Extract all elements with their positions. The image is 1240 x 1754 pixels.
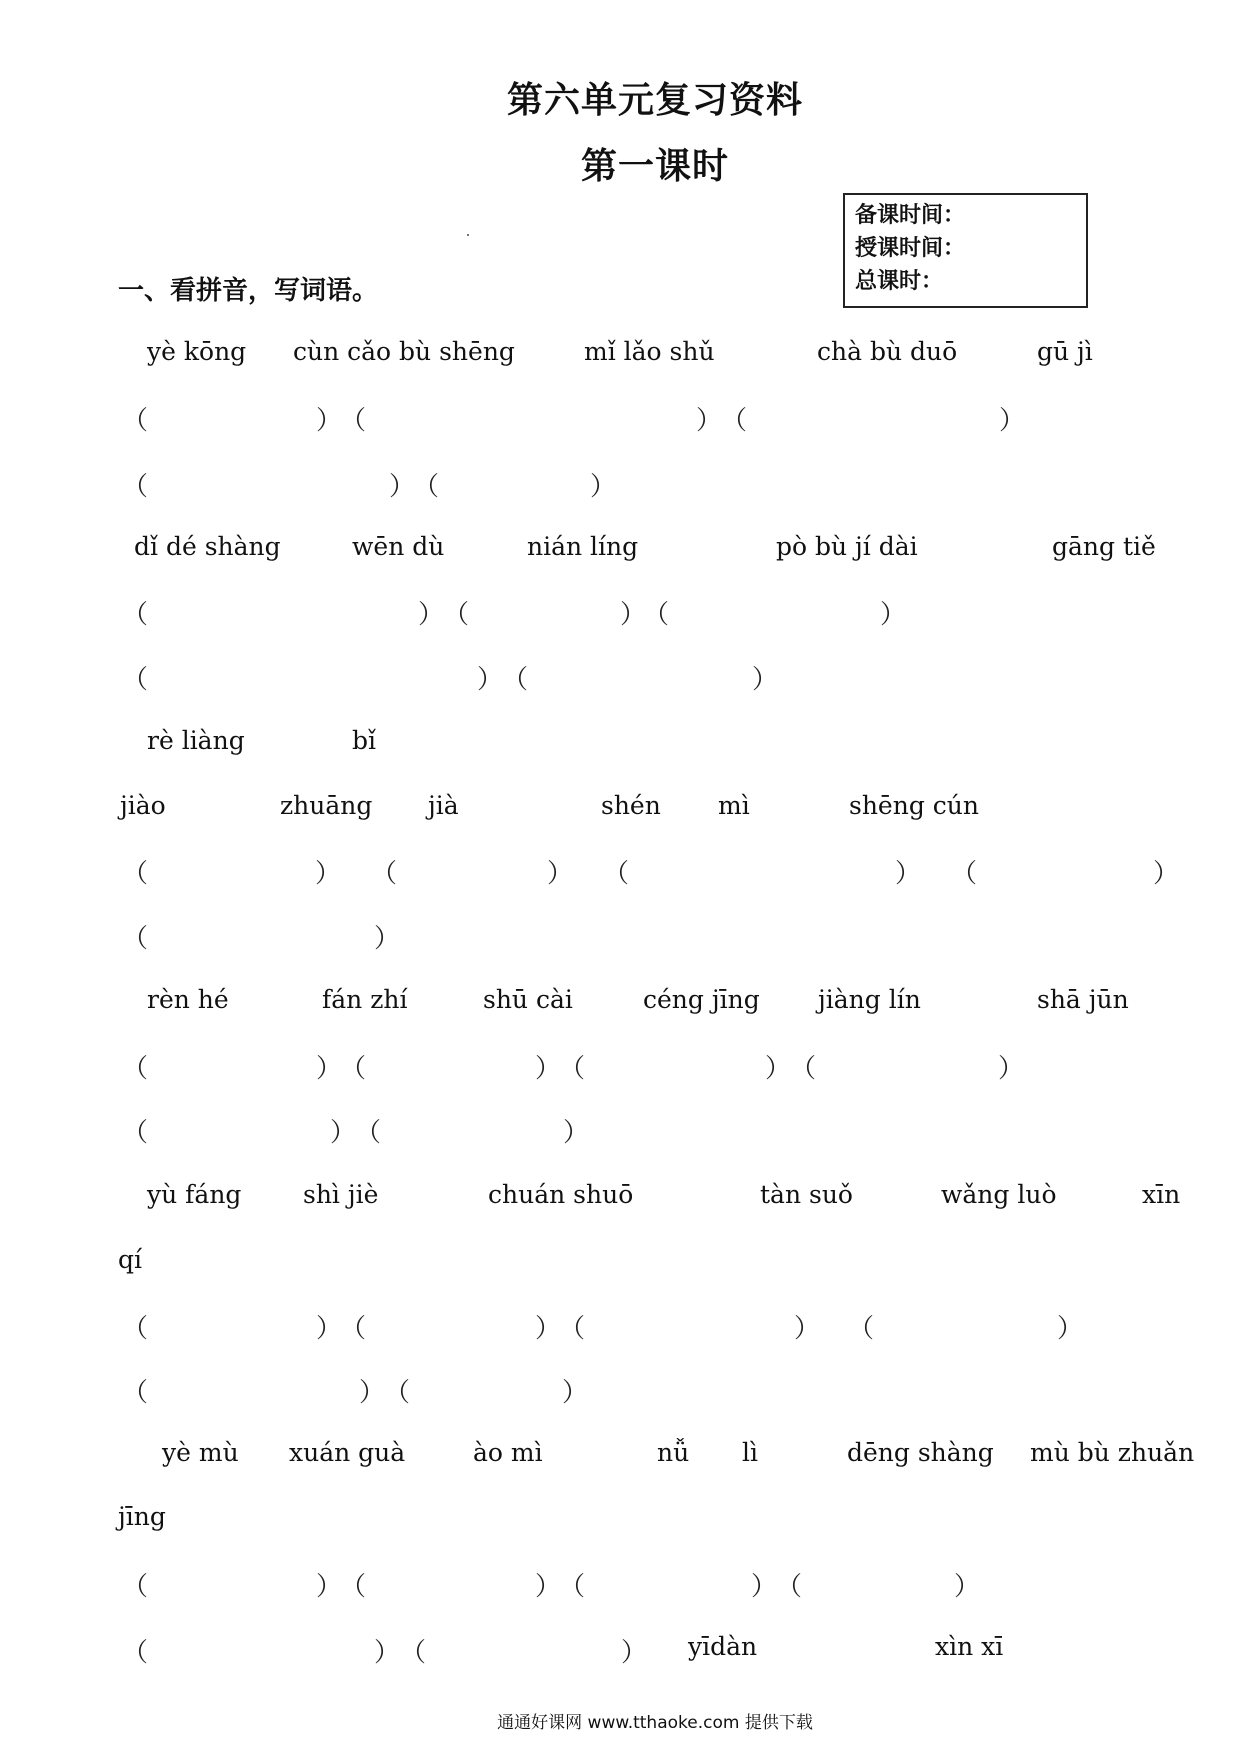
pinyin-word: tàn suǒ [760, 1180, 853, 1209]
answer-paren-open: （ [340, 1054, 367, 1084]
pinyin-word: ào mì [473, 1438, 543, 1467]
pinyin-word: yè mù [162, 1438, 239, 1467]
answer-paren-close: ） [794, 1314, 821, 1344]
pinyin-word: dēng shàng [847, 1438, 994, 1467]
answer-row [0, 659, 1240, 695]
answer-paren-close: ） [895, 859, 922, 889]
answer-paren-open: （ [443, 600, 470, 630]
answer-paren-open: （ [413, 472, 440, 502]
answer-paren-close: ） [998, 1054, 1025, 1084]
pinyin-word: xuán guà [289, 1438, 406, 1467]
pinyin-word: shén [601, 791, 661, 820]
answer-paren-open: （ [384, 1378, 411, 1408]
answer-paren-close: ） [316, 406, 343, 436]
answer-paren-open: （ [340, 1572, 367, 1602]
answer-paren-open: （ [951, 859, 978, 889]
answer-paren-close: ） [535, 1054, 562, 1084]
pinyin-word: chuán shuō [488, 1180, 634, 1209]
answer-paren-open: （ [603, 859, 630, 889]
answer-row [0, 1112, 1240, 1148]
answer-paren-open: （ [122, 1054, 149, 1084]
answer-row [0, 400, 1240, 436]
answer-paren-close: ） [316, 1572, 343, 1602]
answer-paren-open: （ [559, 1314, 586, 1344]
pinyin-word: céng jīng [643, 985, 760, 1014]
answer-paren-close: ） [1153, 859, 1180, 889]
answer-paren-open: （ [122, 1314, 149, 1344]
answer-paren-close: ） [418, 600, 445, 630]
answer-paren-close: ） [999, 406, 1026, 436]
answer-row [0, 1632, 1240, 1668]
answer-paren-close: ） [330, 1118, 357, 1148]
answer-row [0, 1372, 1240, 1408]
answer-paren-close: ） [535, 1314, 562, 1344]
answer-row [0, 918, 1240, 954]
answer-row [0, 1048, 1240, 1084]
pinyin-word: chà bù duō [817, 337, 958, 366]
answer-paren-open: （ [776, 1572, 803, 1602]
pinyin-word: wǎng luò [941, 1180, 1057, 1209]
pinyin-word: wēn dù [352, 532, 445, 561]
answer-paren-close: ） [562, 1378, 589, 1408]
answer-paren-open: （ [400, 1638, 427, 1668]
document-title: 第六单元复习资料 [506, 80, 803, 121]
answer-paren-open: （ [122, 859, 149, 889]
answer-paren-open: （ [559, 1054, 586, 1084]
pinyin-row [0, 726, 1240, 762]
answer-paren-open: （ [790, 1054, 817, 1084]
answer-paren-open: （ [122, 472, 149, 502]
answer-paren-close: ） [374, 924, 401, 954]
answer-paren-open: （ [340, 1314, 367, 1344]
answer-paren-close: ） [696, 406, 723, 436]
stray-dot [467, 234, 469, 236]
pinyin-word: yīdàn [688, 1632, 758, 1661]
answer-paren-close: ） [954, 1572, 981, 1602]
pinyin-word: mù bù zhuǎn [1030, 1438, 1195, 1467]
pinyin-row [0, 532, 1240, 568]
pinyin-word: shū cài [483, 985, 573, 1014]
answer-paren-close: ） [374, 1638, 401, 1668]
pinyin-word: mǐ lǎo shǔ [584, 337, 715, 366]
answer-paren-close: ） [315, 859, 342, 889]
pinyin-word: nián líng [527, 532, 639, 561]
pinyin-word: lì [742, 1438, 758, 1467]
pinyin-word: mì [718, 791, 750, 820]
pinyin-word: shēng cún [849, 791, 979, 820]
answer-paren-open: （ [848, 1314, 875, 1344]
answer-paren-open: （ [721, 406, 748, 436]
pinyin-word: zhuāng [280, 791, 373, 820]
pinyin-word: shì jiè [303, 1180, 379, 1209]
pinyin-word: bǐ [352, 726, 376, 755]
pinyin-word: jià [428, 791, 459, 820]
answer-paren-close: ） [765, 1054, 792, 1084]
answer-paren-close: ） [880, 600, 907, 630]
answer-row [0, 466, 1240, 502]
pinyin-row [0, 1245, 1240, 1281]
pinyin-row [0, 1502, 1240, 1538]
prep-time-label: 备课时间： [855, 203, 966, 228]
answer-paren-close: ） [316, 1314, 343, 1344]
answer-paren-open: （ [122, 665, 149, 695]
answer-paren-open: （ [502, 665, 529, 695]
pinyin-row [0, 985, 1240, 1021]
pinyin-word: pò bù jí dài [776, 532, 918, 561]
answer-paren-close: ） [621, 1638, 648, 1668]
answer-row [0, 1308, 1240, 1344]
pinyin-word: jīng [118, 1502, 166, 1531]
pinyin-row [0, 791, 1240, 827]
pinyin-word: xìn xī [935, 1632, 1004, 1661]
pinyin-word: dǐ dé shàng [134, 532, 281, 561]
lesson-subtitle: 第一课时 [580, 146, 729, 187]
pinyin-word: jiàng lín [818, 985, 921, 1014]
answer-row [0, 853, 1240, 889]
pinyin-word: xīn [1142, 1180, 1181, 1209]
answer-paren-open: （ [122, 1572, 149, 1602]
lesson-info-box [843, 193, 1088, 308]
answer-paren-open: （ [122, 1638, 149, 1668]
pinyin-row [0, 1438, 1240, 1474]
answer-paren-open: （ [122, 1118, 149, 1148]
answer-paren-open: （ [122, 924, 149, 954]
answer-paren-close: ） [620, 600, 647, 630]
pinyin-word: cùn cǎo bù shēng [293, 337, 515, 366]
answer-paren-close: ） [1057, 1314, 1084, 1344]
pinyin-word: qí [118, 1245, 142, 1274]
pinyin-word: shā jūn [1037, 985, 1129, 1014]
pinyin-word: gāng tiě [1052, 532, 1156, 561]
answer-paren-open: （ [371, 859, 398, 889]
answer-row [0, 1566, 1240, 1602]
answer-paren-open: （ [122, 406, 149, 436]
pinyin-word: gū jì [1037, 337, 1093, 366]
answer-paren-open: （ [355, 1118, 382, 1148]
pinyin-word: yù fáng [147, 1180, 242, 1209]
pinyin-row [0, 337, 1240, 373]
answer-paren-close: ） [535, 1572, 562, 1602]
total-hours-label: 总课时： [855, 269, 944, 294]
pinyin-word: rèn hé [147, 985, 229, 1014]
answer-paren-close: ） [359, 1378, 386, 1408]
answer-row [0, 594, 1240, 630]
answer-paren-close: ） [316, 1054, 343, 1084]
answer-paren-close: ） [389, 472, 416, 502]
answer-paren-open: （ [340, 406, 367, 436]
answer-paren-open: （ [122, 1378, 149, 1408]
answer-paren-close: ） [477, 665, 504, 695]
pinyin-word: nǚ [657, 1438, 690, 1467]
answer-paren-close: ） [563, 1118, 590, 1148]
pinyin-word: yè kōng [147, 337, 247, 366]
footer-credit: 通通好课网 www.tthaoke.com 提供下载 [497, 1713, 813, 1733]
pinyin-row [0, 1180, 1240, 1216]
answer-paren-close: ） [590, 472, 617, 502]
answer-paren-close: ） [752, 665, 779, 695]
pinyin-word: fán zhí [322, 985, 408, 1014]
answer-paren-open: （ [122, 600, 149, 630]
answer-paren-close: ） [547, 859, 574, 889]
answer-paren-open: （ [559, 1572, 586, 1602]
answer-paren-close: ） [751, 1572, 778, 1602]
pinyin-word: jiào [120, 791, 166, 820]
teach-time-label: 授课时间： [855, 236, 966, 261]
section-title: 一、看拼音，写词语。 [118, 276, 379, 306]
pinyin-word: rè liàng [147, 726, 245, 755]
answer-paren-open: （ [643, 600, 670, 630]
